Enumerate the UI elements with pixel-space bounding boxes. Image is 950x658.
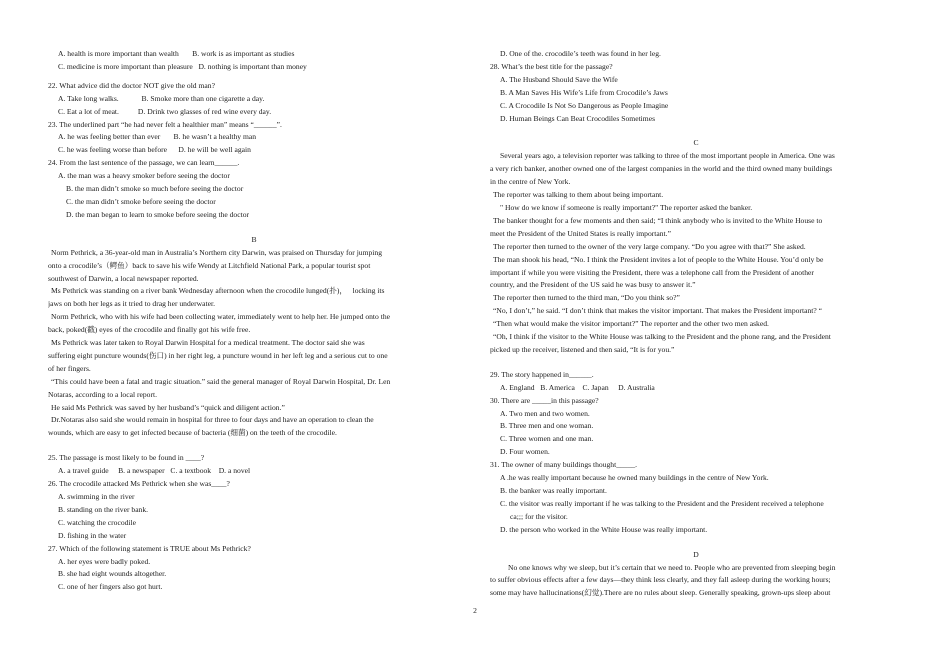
option-line: C. watching the crocodile <box>58 517 137 527</box>
passage-line: country, and the President of the US said he was busy to answer it.” <box>490 280 696 290</box>
option-line: A. England B. America C. Japan D. Australia <box>500 382 655 392</box>
question-24: 24. From the last sentence of the passage, we can learn______. <box>48 158 240 168</box>
passage-line: The reporter then turned to the third man, “Do you think so?” <box>493 293 680 303</box>
passage-line: some may have hallucinations(幻觉).There are no rules about sleep. Generally speaking, grown-ups sleep about <box>490 588 831 598</box>
passage-line: Dr.Notaras also said she would remain in hospital for three to four days and have an operation to clean the <box>51 415 374 425</box>
passage-line: Norm Pethrick, a 36-year-old man in Australia’s Northern city Darwin, was praised on Thursday for jumping <box>51 247 383 257</box>
passage-line: picked up the receiver, listened and then said, “It is for you.” <box>490 344 675 354</box>
option-line: C. the visitor was really important if he was talking to the President and the President received a telephone <box>500 498 824 508</box>
section-heading-b: B <box>251 234 257 244</box>
option-line: B. A Man Saves His Wife’s Life from Crocodile’s Jaws <box>500 87 668 97</box>
option-line: D. fishing in the water <box>58 530 127 540</box>
option-line: A. swimming in the river <box>58 492 135 501</box>
option-line: A. he was feeling better than ever B. he wasn’t a healthy man <box>58 132 257 142</box>
passage-line: The reporter was talking to them about being important. <box>493 190 664 200</box>
option-line: C. Three women and one man. <box>500 434 594 444</box>
passage-line: meet the President of the United States is really important.” <box>490 228 671 238</box>
passage-line: “Oh, I think if the visitor to the White House was talking to the President and the phone rang, and the President <box>493 332 831 342</box>
option-line: A. the man was a heavy smoker before seeing the doctor <box>58 171 230 181</box>
passage-line: Ms Pethrick was standing on a river bank Wednesday afternoon when the crocodile lunged(扑)， locking its <box>51 286 385 296</box>
passage-line: Several years ago, a television reporter was talking to three of the most important people in America. One was <box>500 151 835 161</box>
option-line: C. the man didn’t smoke before seeing the doctor <box>66 196 216 206</box>
option-line: A. health is more important than wealth B. work is as important as studies <box>58 49 295 58</box>
passage-line: suffering eight puncture wounds(伤口) in her right leg, a puncture wound in her left leg and a serious cut to one <box>48 350 388 360</box>
question-28: 28. What’s the best title for the passage? <box>490 61 613 71</box>
spacer <box>48 222 460 234</box>
section-heading-d: D <box>693 549 699 559</box>
passage-line: “This could have been a fatal and tragic situation.” said the general manager of Royal Darwin Hospital, Dr. Len <box>51 376 391 386</box>
section-heading-c: C <box>693 138 699 148</box>
page-number: 2 <box>473 606 477 615</box>
option-line: B. the man didn’t smoke so much before seeing the doctor <box>66 184 244 194</box>
passage-line: wounds, which are easy to get infected because of bacteria (细菌) on the teeth of the crocodile. <box>48 428 337 438</box>
option-line: B. the banker was really important. <box>500 486 607 495</box>
passage-line: in the centre of New York. <box>490 177 571 187</box>
option-line: ca;;; for the visitor. <box>510 511 568 521</box>
passage-line: a very rich banker, another owned one of the largest companies in the world and the third owned many buildings <box>490 164 833 174</box>
option-line: A. Take long walks. B. Smoke more than one cigarette a day. <box>58 93 265 103</box>
passage-line: Ms Pethrick was later taken to Royal Darwin Hospital for a medical treatment. The doctor said she was <box>51 338 365 348</box>
question-31: 31. The owner of many buildings thought_____. <box>490 460 638 470</box>
option-line: D. the man began to learn to smoke before seeing the doctor <box>66 209 250 219</box>
passage-line: back, poked(戳) eyes of the crocodile and finally got his wife free. <box>48 325 251 335</box>
passage-line: to suffer obvious effects after a few days—they think less clearly, and they fall asleep during the working hours; <box>490 575 831 585</box>
passage-line: “Then what would make the visitor important?” The reporter and the other two men asked. <box>493 319 769 329</box>
passage-line: No one knows why we sleep, but it’s certain that we need to. People who are prevented from sleeping begin <box>508 562 836 572</box>
option-line: C. Eat a lot of meat. D. Drink two glasses of red wine every day. <box>58 106 272 116</box>
spacer <box>490 357 902 369</box>
option-line: B. standing on the river bank. <box>58 504 149 514</box>
option-line: C. one of her fingers also got hurt. <box>58 582 163 592</box>
option-line: B. she had eight wounds altogether. <box>58 569 167 579</box>
passage-line: The reporter then turned to the owner of the very large company. “Do you agree with that?” She asked. <box>493 241 806 251</box>
option-line: A. a travel guide B. a newspaper C. a textbook D. a novel <box>58 466 251 476</box>
spacer <box>490 537 902 549</box>
option-line: D. Human Beings Can Beat Crocodiles Sometimes <box>500 113 656 123</box>
passage-line: jaws on both her legs as it tried to drag her underwater. <box>48 299 216 309</box>
passage-line: “No, I don’t,” he said. “I don’t think that makes the visitor important. That makes the President important? “ <box>493 306 822 316</box>
spacer <box>48 440 460 452</box>
option-line: A. her eyes were badly poked. <box>58 556 151 566</box>
passage-line: southwest of Darwin, a local newspaper reported. <box>48 273 199 283</box>
passage-line: " How do we know if someone is really important?" The reporter asked the banker. <box>500 202 753 212</box>
question-26: 26. The crocodile attacked Ms Pethrick when she was____? <box>48 479 230 489</box>
option-line: A. Two men and two women. <box>500 408 590 418</box>
question-25: 25. The passage is most likely to be found in ____? <box>48 453 205 463</box>
passage-line: important if while you were visiting the President, there was a telephone call from the President of another <box>490 267 814 277</box>
option-line: D. the person who worked in the White House was really important. <box>500 524 708 534</box>
question-27: 27. Which of the following statement is TRUE about Ms Pethrick? <box>48 543 251 553</box>
passage-line: Notaras, according to a local report. <box>48 389 158 399</box>
passage-line: He said Ms Pethrick was saved by her husband’s “quick and diligent action.” <box>51 402 285 412</box>
passage-line: onto a crocodile’s（鳄鱼）back to save his wife Wendy at Litchfield National Park, a popular tourist spot <box>48 260 371 270</box>
passage-line: The man shook his head, “No. I think the President invites a lot of people to the White House. You’d only be <box>493 254 824 264</box>
question-23: 23. The underlined part “he had never felt a healthier man” means “______”. <box>48 119 282 129</box>
option-line: B. Three men and one woman. <box>500 421 594 431</box>
option-line: C. medicine is more important than pleasure D. nothing is important than money <box>58 61 307 71</box>
spacer <box>490 125 902 137</box>
option-line: A. The Husband Should Save the Wife <box>500 74 618 84</box>
question-22: 22. What advice did the doctor NOT give the old man? <box>48 80 215 90</box>
option-line: C. A Crocodile Is Not So Dangerous as People Imagine <box>500 100 669 110</box>
option-line: D. One of the. crocodile’s teeth was found in her leg. <box>500 49 661 58</box>
right-column <box>490 48 902 600</box>
question-29: 29. The story happened in______. <box>490 369 594 379</box>
left-column <box>48 48 460 594</box>
passage-line: The banker thought for a few moments and then said; “I think anybody who is invited to the White House to <box>493 215 823 225</box>
option-line: C. he was feeling worse than before D. he will be well again <box>58 145 251 155</box>
passage-line: of her fingers. <box>48 363 91 373</box>
passage-line: Norm Pethrick, who with his wife had been collecting water, immediately went to help her. He jumped onto the <box>51 312 391 322</box>
question-30: 30. There are _____in this passage? <box>490 395 599 405</box>
option-line: A .he was really important because he owned many buildings in the centre of New York. <box>500 473 769 483</box>
option-line: D. Four women. <box>500 447 550 457</box>
